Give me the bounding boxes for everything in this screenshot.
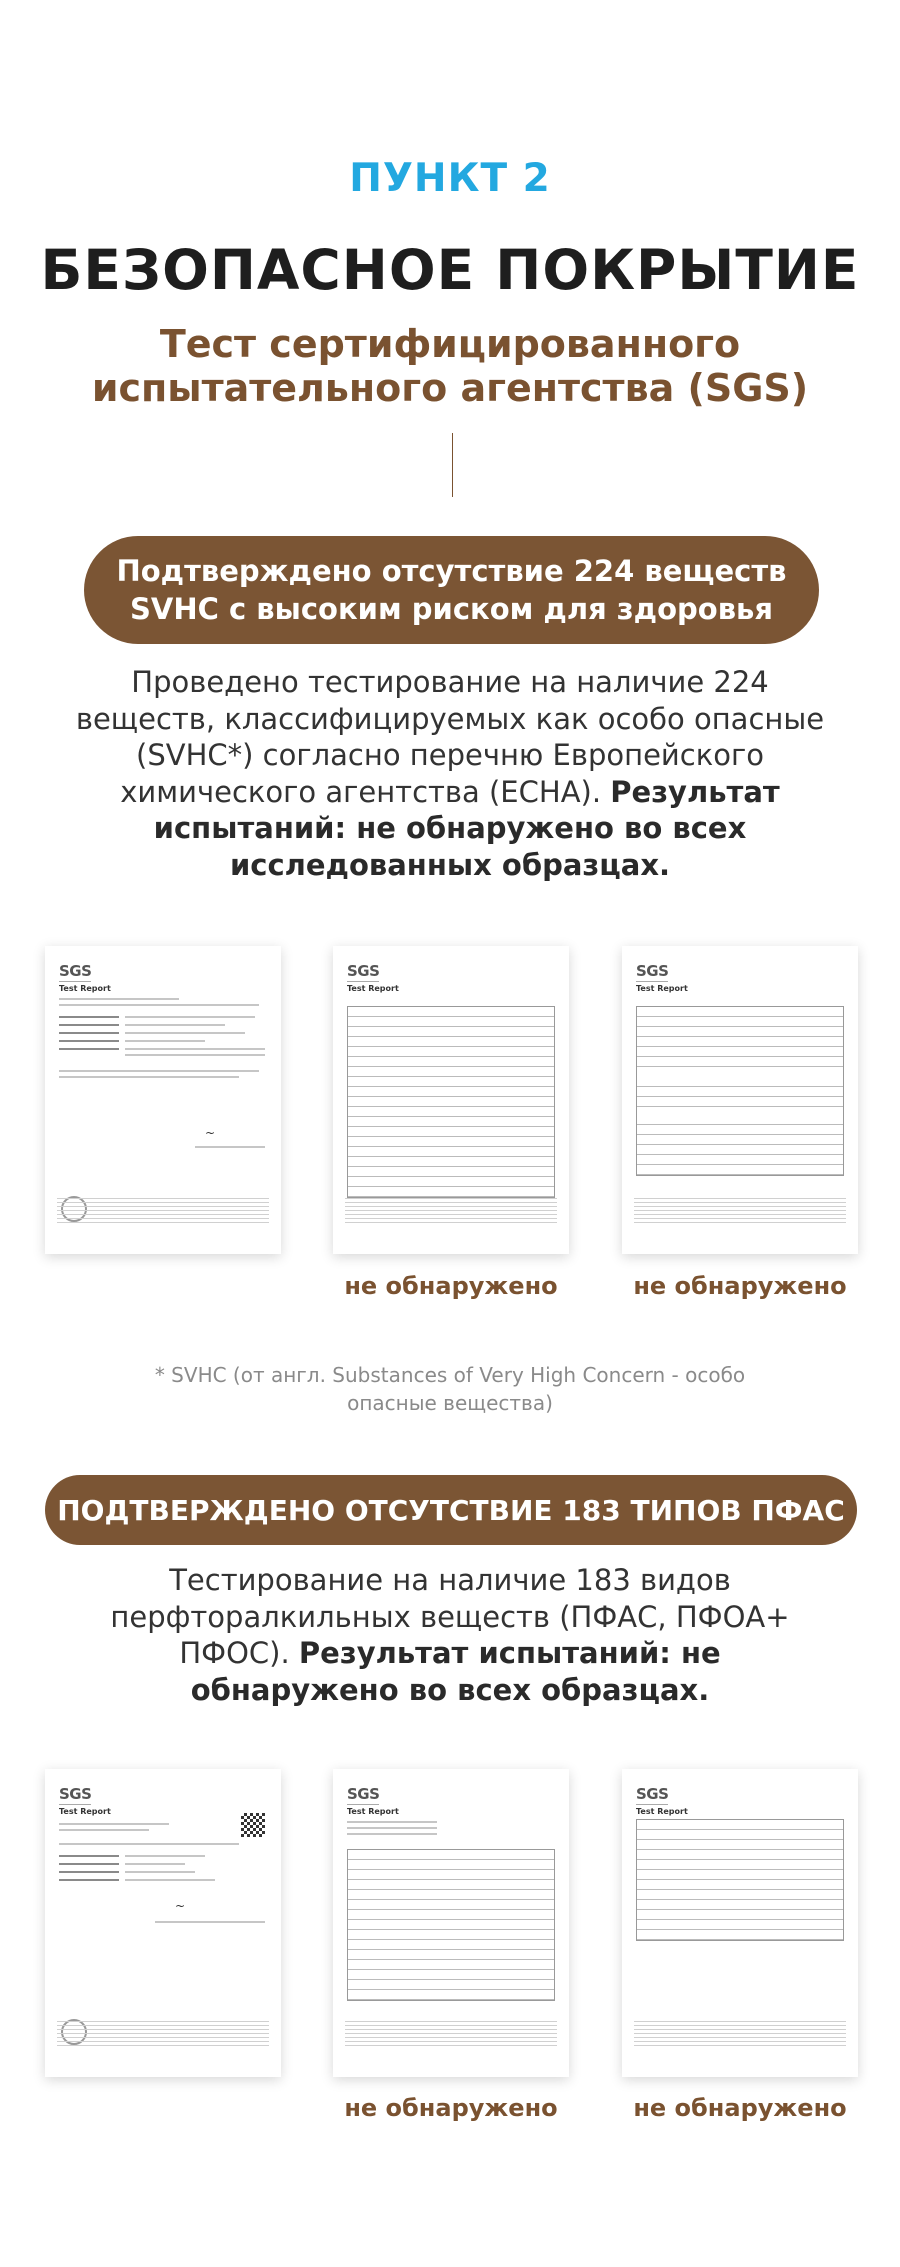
signature: ~ <box>205 1126 216 1140</box>
report-title: Test Report <box>347 1807 399 1816</box>
report-table <box>636 1006 844 1176</box>
pfas-report-table-2[interactable] <box>622 1769 858 2077</box>
not-detected-label: не обнаружено <box>344 2094 558 2122</box>
section-eyebrow: ПУНКТ 2 <box>349 156 551 201</box>
report-table <box>347 1849 555 2001</box>
svhc-report-table-1[interactable] <box>333 946 569 1254</box>
sgs-logo: SGS <box>347 962 380 980</box>
report-table <box>347 1006 555 1198</box>
svhc-description <box>60 664 840 883</box>
vertical-divider <box>452 433 453 497</box>
svhc-text: Проведено тестирование на наличие 224 веществ, классифицируемых как особо опасные (SVHC*) согласно перечню Европейского химического агентства (ECHA). <box>75 665 825 809</box>
pfas-report-cover[interactable] <box>45 1769 281 2077</box>
sgs-logo: SGS <box>636 962 669 980</box>
report-title: Test Report <box>59 984 111 993</box>
report-title: Test Report <box>347 984 399 993</box>
report-title: Test Report <box>636 984 688 993</box>
svhc-report-cover[interactable] <box>45 946 281 1254</box>
report-table <box>636 1819 844 1941</box>
sgs-logo: SGS <box>347 1785 380 1803</box>
sgs-logo: SGS <box>59 962 92 980</box>
not-detected-label: не обнаружено <box>344 1272 558 1300</box>
pfas-description <box>75 1562 825 1708</box>
svhc-badge: Подтверждено отсутствие 224 веществ SVHC с высоким риском для здоровья <box>84 536 819 644</box>
pfas-result: Результат испытаний: не обнаружено во всех образцах. <box>190 1636 721 1707</box>
signature: ~ <box>175 1899 186 1913</box>
report-title: Test Report <box>636 1807 688 1816</box>
pfas-text: Тестирование на наличие 183 видов перфторалкильных веществ (ПФАС, ПФОА+ ПФОС). <box>110 1563 790 1670</box>
not-detected-label: не обнаружено <box>633 1272 847 1300</box>
svhc-result: Результат испытаний: не обнаружено во всех исследованных образцах. <box>153 774 780 882</box>
page-title: БЕЗОПАСНОЕ ПОКРЫТИЕ <box>40 238 860 302</box>
page-subtitle: Тест сертифицированного испытательного агентства (SGS) <box>91 322 809 410</box>
not-detected-label: не обнаружено <box>633 2094 847 2122</box>
pfas-report-table-1[interactable] <box>333 1769 569 2077</box>
qr-code-icon <box>241 1813 265 1837</box>
svhc-report-table-2[interactable] <box>622 946 858 1254</box>
svhc-footnote: * SVHC (от англ. Substances of Very High Concern - особо опасные вещества) <box>154 1363 746 1415</box>
pfas-badge: ПОДТВЕРЖДЕНО ОТСУТСТВИЕ 183 ТИПОВ ПФАС <box>45 1475 857 1545</box>
sgs-logo: SGS <box>636 1785 669 1803</box>
sgs-logo: SGS <box>59 1785 92 1803</box>
report-title: Test Report <box>59 1807 111 1816</box>
